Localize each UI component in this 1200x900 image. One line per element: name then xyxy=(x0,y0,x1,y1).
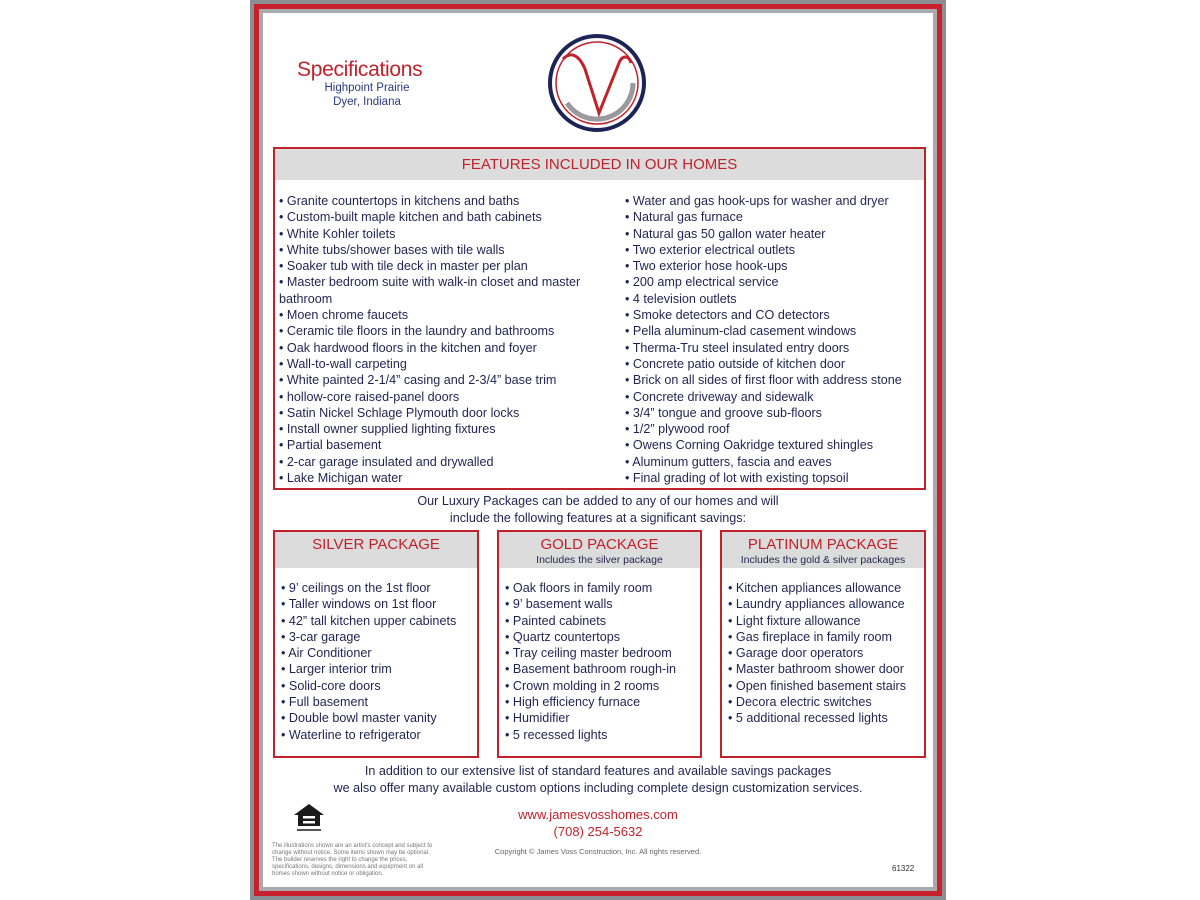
bullet-icon: • xyxy=(625,340,633,355)
list-item xyxy=(279,209,619,225)
list-item xyxy=(625,421,921,437)
list-item xyxy=(625,389,921,405)
bullet-icon: • xyxy=(279,471,287,486)
list-item xyxy=(279,405,619,421)
bullet-icon: • xyxy=(281,711,289,726)
list-item-text: Granite countertops in kitchens and baths xyxy=(286,194,520,208)
list-item xyxy=(279,193,619,209)
brand-logo-icon xyxy=(547,33,647,133)
list-item xyxy=(625,274,921,290)
bullet-icon: • xyxy=(279,210,287,225)
list-item-text: Wall-to-wall carpeting xyxy=(286,356,407,371)
silver-package-title: SILVER PACKAGE xyxy=(275,532,477,568)
list-item-text: Custom-built maple kitchen and bath cabinets xyxy=(286,210,542,225)
list-item-text: Quartz countertops xyxy=(512,629,621,644)
bullet-icon: • xyxy=(279,405,287,420)
list-item-text: 5 recessed lights xyxy=(512,727,608,742)
list-item-text: Taller windows on 1st floor xyxy=(288,597,437,612)
bullet-icon: • xyxy=(281,727,289,742)
bullet-icon: • xyxy=(625,438,633,453)
list-item-text: Final grading of lot with existing topsoil xyxy=(632,471,849,486)
bullet-icon: • xyxy=(505,597,513,612)
list-item-text: 3/4” tongue and groove sub-floors xyxy=(632,405,822,420)
list-item xyxy=(625,226,921,242)
list-item-text: Decora electric switches xyxy=(735,695,872,710)
list-item xyxy=(728,645,923,661)
bullet-icon: • xyxy=(279,454,287,469)
list-item-text: 5 additional recessed lights xyxy=(735,711,888,726)
bullet-icon: • xyxy=(281,597,289,612)
list-item-text: Master bedroom suite with walk-in closet and master bathroom xyxy=(279,275,581,306)
list-item xyxy=(728,710,923,726)
gold-package-box xyxy=(497,530,702,758)
bullet-icon: • xyxy=(505,646,513,661)
list-item xyxy=(728,580,923,596)
list-item xyxy=(625,437,921,453)
list-item xyxy=(505,661,698,677)
list-item-text: Concrete driveway and sidewalk xyxy=(632,389,814,404)
list-item xyxy=(505,694,698,710)
list-item-text: 2-car garage insulated and drywalled xyxy=(286,454,494,469)
features-heading: FEATURES INCLUDED IN OUR HOMES xyxy=(275,149,924,180)
bullet-icon: • xyxy=(728,678,736,693)
bullet-icon: • xyxy=(281,695,289,710)
platinum-package-list xyxy=(728,580,923,727)
list-item-text: 4 television outlets xyxy=(632,291,737,306)
list-item xyxy=(625,470,921,486)
custom-note-line2: we also offer many available custom options including complete design customization services. xyxy=(333,780,863,795)
list-item xyxy=(279,307,619,323)
website-link[interactable]: www.jamesvosshomes.com xyxy=(518,807,678,822)
bullet-icon: • xyxy=(279,259,287,274)
list-item-text: Brick on all sides of first floor with address stone xyxy=(632,373,902,388)
bullet-icon: • xyxy=(281,646,289,661)
list-item xyxy=(625,454,921,470)
phone-number: (708) 254-5632 xyxy=(553,824,643,839)
platinum-package-subtitle: Includes the gold & silver packages xyxy=(740,554,906,566)
list-item xyxy=(625,209,921,225)
list-item xyxy=(505,596,698,612)
luxury-intro-line1: Our Luxury Packages can be added to any of our homes and will xyxy=(417,494,779,508)
bullet-icon: • xyxy=(279,324,287,339)
list-item xyxy=(728,613,923,629)
list-item-text: Satin Nickel Schlage Plymouth door locks xyxy=(286,405,520,420)
community-location: Dyer, Indiana xyxy=(333,96,401,108)
list-item xyxy=(279,389,619,405)
bullet-icon: • xyxy=(728,662,736,677)
list-item-text: Full basement xyxy=(288,695,369,710)
silver-package-list xyxy=(281,580,475,743)
list-item xyxy=(279,470,619,486)
bullet-icon: • xyxy=(625,210,633,225)
list-item xyxy=(279,340,619,356)
page-title: Specifications xyxy=(297,58,423,81)
list-item-text: Two exterior hose hook-ups xyxy=(632,259,788,274)
list-item xyxy=(279,437,619,453)
bullet-icon: • xyxy=(279,308,287,323)
platinum-package-title: PLATINUM PACKAGE xyxy=(747,536,899,553)
list-item-text: Two exterior electrical outlets xyxy=(632,242,796,257)
list-item-text: Double bowl master vanity xyxy=(288,711,437,726)
list-item-text: White painted 2-1/4” casing and 2-3/4” base trim xyxy=(286,373,557,388)
bullet-icon: • xyxy=(279,242,287,257)
bullet-icon: • xyxy=(728,629,736,644)
list-item-text: Therma-Tru steel insulated entry doors xyxy=(632,340,850,355)
list-item xyxy=(625,340,921,356)
bullet-icon: • xyxy=(281,662,289,677)
list-item-text: Install owner supplied lighting fixtures xyxy=(286,422,496,437)
bullet-icon: • xyxy=(505,727,513,742)
list-item-text: Water and gas hook-ups for washer and dryer xyxy=(632,194,889,208)
list-item-text: Larger interior trim xyxy=(288,662,392,677)
list-item-text: Kitchen appliances allowance xyxy=(735,581,902,595)
list-item xyxy=(281,596,475,612)
bullet-icon: • xyxy=(279,438,287,453)
platinum-package-box xyxy=(720,530,926,758)
bullet-icon: • xyxy=(505,613,513,628)
list-item xyxy=(281,613,475,629)
list-item-text: Open finished basement stairs xyxy=(735,678,907,693)
bullet-icon: • xyxy=(625,226,633,241)
list-item-text: 9’ ceilings on the 1st floor xyxy=(288,581,431,595)
list-item-text: Partial basement xyxy=(286,438,382,453)
gold-package-subtitle: Includes the silver package xyxy=(536,554,663,566)
list-item xyxy=(505,678,698,694)
bullet-icon: • xyxy=(625,454,633,469)
list-item xyxy=(279,274,619,307)
bullet-icon: • xyxy=(281,613,289,628)
list-item-text: Pella aluminum-clad casement windows xyxy=(632,324,857,339)
list-item-text: hollow-core raised-panel doors xyxy=(286,389,460,404)
bullet-icon: • xyxy=(728,646,736,661)
list-item-text: White Kohler toilets xyxy=(286,226,396,241)
bullet-icon: • xyxy=(505,629,513,644)
list-item xyxy=(279,226,619,242)
bullet-icon: • xyxy=(279,226,287,241)
list-item xyxy=(281,678,475,694)
list-item-text: White tubs/shower bases with tile walls xyxy=(286,242,505,257)
bullet-icon: • xyxy=(728,581,736,595)
bullet-icon: • xyxy=(625,356,633,371)
list-item-text: Soaker tub with tile deck in master per plan xyxy=(286,259,528,274)
bullet-icon: • xyxy=(728,711,736,726)
bullet-icon: • xyxy=(279,389,287,404)
list-item-text: Master bathroom shower door xyxy=(735,662,904,677)
bullet-icon: • xyxy=(625,259,633,274)
bullet-icon: • xyxy=(281,629,289,644)
bullet-icon: • xyxy=(625,373,633,388)
list-item xyxy=(281,710,475,726)
list-item-text: Light fixture allowance xyxy=(735,613,861,628)
list-item xyxy=(279,421,619,437)
features-box xyxy=(273,147,926,490)
list-item-text: Aluminum gutters, fascia and eaves xyxy=(632,454,832,469)
list-item xyxy=(625,307,921,323)
list-item xyxy=(505,645,698,661)
list-item xyxy=(279,356,619,372)
list-item xyxy=(279,258,619,274)
list-item xyxy=(625,372,921,388)
document-code: 61322 xyxy=(892,864,915,873)
list-item xyxy=(281,580,475,596)
list-item xyxy=(728,596,923,612)
list-item-text: 1/2” plywood roof xyxy=(632,422,730,437)
bullet-icon: • xyxy=(279,373,287,388)
bullet-icon: • xyxy=(281,581,289,595)
list-item-text: Oak hardwood floors in the kitchen and foyer xyxy=(286,340,537,355)
list-item-text: Waterline to refrigerator xyxy=(288,727,421,742)
list-item xyxy=(505,613,698,629)
list-item xyxy=(279,242,619,258)
bullet-icon: • xyxy=(728,597,736,612)
bullet-icon: • xyxy=(625,242,633,257)
bullet-icon: • xyxy=(279,194,287,208)
list-item xyxy=(281,727,475,743)
custom-note-line1: In addition to our extensive list of standard features and available savings packages xyxy=(364,764,832,778)
list-item xyxy=(625,193,921,209)
list-item-text: 200 amp electrical service xyxy=(632,275,779,290)
list-item xyxy=(279,323,619,339)
list-item xyxy=(279,372,619,388)
community-name: Highpoint Prairie xyxy=(324,82,410,94)
list-item xyxy=(281,661,475,677)
list-item-text: Painted cabinets xyxy=(512,613,607,628)
custom-options-note xyxy=(263,763,933,796)
list-item-text: Smoke detectors and CO detectors xyxy=(632,308,830,323)
list-item-text: Basement bathroom rough-in xyxy=(512,662,677,677)
bullet-icon: • xyxy=(505,581,513,595)
list-item xyxy=(625,242,921,258)
list-item-text: Garage door operators xyxy=(735,646,864,661)
list-item-text: High efficiency furnace xyxy=(512,695,641,710)
silver-package-box xyxy=(273,530,479,758)
gold-package-list xyxy=(505,580,698,743)
list-item-text: Crown molding in 2 rooms xyxy=(512,678,660,693)
list-item-text: Lake Michigan water xyxy=(286,471,403,486)
bullet-icon: • xyxy=(625,422,633,437)
list-item xyxy=(625,405,921,421)
list-item-text: Ceramic tile floors in the laundry and bathrooms xyxy=(286,324,555,339)
list-item xyxy=(728,694,923,710)
bullet-icon: • xyxy=(279,275,287,290)
list-item-text: Tray ceiling master bedroom xyxy=(512,646,672,661)
bullet-icon: • xyxy=(625,291,633,306)
list-item-text: 3-car garage xyxy=(288,629,361,644)
luxury-intro-line2: include the following features at a significant savings: xyxy=(449,510,747,525)
list-item-text: 42” tall kitchen upper cabinets xyxy=(288,613,457,628)
bullet-icon: • xyxy=(625,405,633,420)
bullet-icon: • xyxy=(625,308,633,323)
bullet-icon: • xyxy=(279,422,287,437)
list-item xyxy=(281,629,475,645)
list-item xyxy=(505,629,698,645)
list-item xyxy=(625,291,921,307)
list-item xyxy=(281,694,475,710)
bullet-icon: • xyxy=(728,695,736,710)
list-item xyxy=(625,258,921,274)
bullet-icon: • xyxy=(625,275,633,290)
bullet-icon: • xyxy=(505,678,513,693)
features-right-list xyxy=(625,193,921,486)
list-item xyxy=(728,661,923,677)
list-item xyxy=(625,323,921,339)
legal-disclaimer: The illustrations shown are an artist's concept and subject to change without notice. Some items shown may be optional. The builder reserves the right to change the prices, specifications, designs, dimensions and equipment on all homes shown without notice or obligation. xyxy=(272,843,433,877)
list-item-text: Natural gas furnace xyxy=(632,210,743,225)
list-item xyxy=(279,454,619,470)
gold-package-header xyxy=(499,532,700,568)
list-item-text: Air Conditioner xyxy=(288,646,372,661)
bullet-icon: • xyxy=(625,324,633,339)
list-item xyxy=(505,580,698,596)
gold-package-title: GOLD PACKAGE xyxy=(540,536,659,553)
bullet-icon: • xyxy=(279,356,287,371)
list-item-text: Natural gas 50 gallon water heater xyxy=(632,226,826,241)
platinum-package-header xyxy=(722,532,924,568)
list-item xyxy=(625,356,921,372)
luxury-intro xyxy=(263,493,933,526)
list-item xyxy=(505,727,698,743)
list-item xyxy=(281,645,475,661)
contact-block xyxy=(263,807,933,839)
list-item-text: Humidifier xyxy=(512,711,570,726)
list-item-text: Oak floors in family room xyxy=(512,581,653,595)
bullet-icon: • xyxy=(728,613,736,628)
list-item-text: Concrete patio outside of kitchen door xyxy=(632,356,846,371)
bullet-icon: • xyxy=(625,194,633,208)
copyright-text: Copyright © James Voss Construction, Inc. All rights reserved. xyxy=(494,847,702,856)
list-item xyxy=(728,678,923,694)
list-item xyxy=(505,710,698,726)
list-item xyxy=(728,629,923,645)
list-item-text: 9’ basement walls xyxy=(512,597,613,612)
list-item-text: Laundry appliances allowance xyxy=(735,597,905,612)
bullet-icon: • xyxy=(505,711,513,726)
bullet-icon: • xyxy=(625,471,633,486)
list-item-text: Moen chrome faucets xyxy=(286,308,409,323)
bullet-icon: • xyxy=(505,695,513,710)
list-item-text: Owens Corning Oakridge textured shingles xyxy=(632,438,874,453)
bullet-icon: • xyxy=(279,340,287,355)
bullet-icon: • xyxy=(505,662,513,677)
features-left-list xyxy=(279,193,619,486)
bullet-icon: • xyxy=(281,678,289,693)
list-item-text: Gas fireplace in family room xyxy=(735,629,892,644)
list-item-text: Solid-core doors xyxy=(288,678,381,693)
bullet-icon: • xyxy=(625,389,633,404)
